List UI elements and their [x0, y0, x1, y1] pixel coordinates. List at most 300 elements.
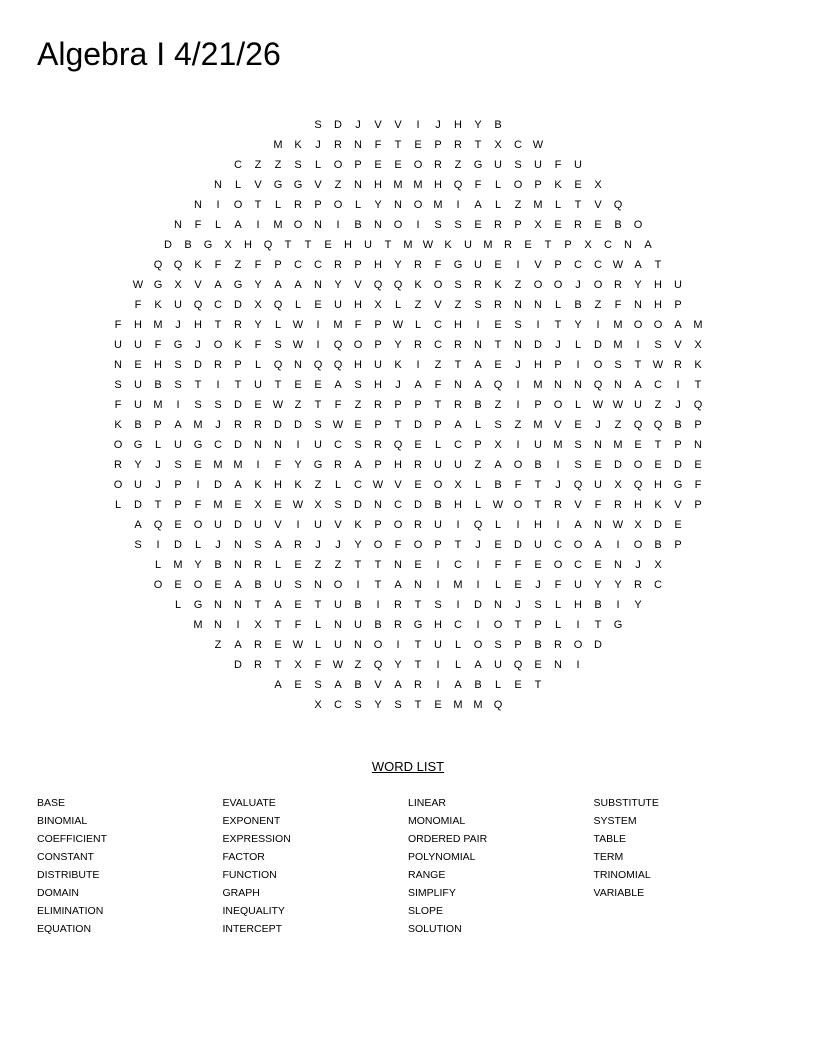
- puzzle-letter: Z: [454, 159, 462, 171]
- puzzle-letter: F: [154, 339, 162, 351]
- puzzle-letter: I: [376, 599, 380, 611]
- puzzle-letter: W: [612, 399, 624, 411]
- puzzle-letter: N: [274, 439, 282, 451]
- puzzle-letter: N: [694, 439, 702, 451]
- puzzle-letter: F: [514, 479, 522, 491]
- puzzle-letter: N: [234, 539, 242, 551]
- puzzle-letter: P: [394, 399, 402, 411]
- puzzle-row: [0, 335, 816, 355]
- puzzle-letter: D: [194, 359, 202, 371]
- puzzle-letter: G: [193, 599, 203, 611]
- puzzle-letter: Q: [693, 399, 703, 411]
- puzzle-letter: L: [334, 479, 342, 491]
- puzzle-letter: Y: [394, 339, 402, 351]
- puzzle-letter: A: [354, 459, 362, 471]
- puzzle-letter: F: [434, 379, 442, 391]
- puzzle-letter: E: [414, 559, 422, 571]
- puzzle-letter: Q: [393, 279, 403, 291]
- puzzle-letter: W: [132, 279, 144, 291]
- puzzle-letter: I: [216, 199, 220, 211]
- puzzle-letter: O: [193, 579, 203, 591]
- puzzle-letter: U: [534, 159, 542, 171]
- puzzle-letter: H: [134, 319, 142, 331]
- puzzle-letter: C: [434, 319, 442, 331]
- puzzle-letter: D: [134, 499, 142, 511]
- puzzle-letter: K: [354, 519, 362, 531]
- puzzle-letter: A: [134, 519, 142, 531]
- puzzle-letter: J: [555, 479, 561, 491]
- puzzle-letter: C: [594, 259, 602, 271]
- puzzle-letter: D: [234, 299, 242, 311]
- puzzle-letter: U: [174, 299, 182, 311]
- word-list-column: [223, 794, 403, 938]
- puzzle-letter: I: [456, 599, 460, 611]
- puzzle-letter: N: [174, 219, 182, 231]
- puzzle-letter: R: [414, 459, 422, 471]
- puzzle-letter: A: [214, 279, 222, 291]
- puzzle-letter: P: [434, 419, 442, 431]
- puzzle-letter: I: [176, 399, 180, 411]
- puzzle-row: [0, 555, 816, 575]
- puzzle-letter: O: [393, 519, 403, 531]
- puzzle-letter: L: [114, 499, 122, 511]
- puzzle-letter: O: [633, 319, 643, 331]
- puzzle-letter: P: [514, 219, 522, 231]
- puzzle-letter: I: [536, 319, 540, 331]
- puzzle-letter: P: [514, 639, 522, 651]
- puzzle-letter: R: [394, 599, 402, 611]
- puzzle-letter: S: [494, 419, 502, 431]
- puzzle-letter: I: [316, 339, 320, 351]
- puzzle-row: [0, 415, 816, 435]
- puzzle-letter: O: [213, 339, 223, 351]
- puzzle-letter: I: [476, 619, 480, 631]
- puzzle-letter: R: [554, 499, 562, 511]
- puzzle-letter: K: [444, 239, 452, 251]
- puzzle-row: [0, 355, 816, 375]
- puzzle-letter: E: [524, 239, 532, 251]
- puzzle-letter: X: [634, 519, 642, 531]
- puzzle-letter: P: [674, 539, 682, 551]
- puzzle-letter: U: [174, 439, 182, 451]
- puzzle-letter: M: [193, 419, 203, 431]
- puzzle-letter: J: [195, 339, 201, 351]
- puzzle-letter: B: [254, 579, 262, 591]
- puzzle-letter: U: [364, 239, 372, 251]
- puzzle-letter: D: [234, 519, 242, 531]
- puzzle-letter: F: [114, 399, 122, 411]
- word-list-item: EQUATION: [37, 923, 92, 935]
- puzzle-letter: R: [414, 259, 422, 271]
- puzzle-letter: I: [456, 199, 460, 211]
- puzzle-letter: F: [494, 559, 502, 571]
- puzzle-letter: A: [234, 479, 242, 491]
- puzzle-row: [0, 435, 816, 455]
- puzzle-letter: M: [413, 179, 423, 191]
- puzzle-letter: L: [454, 639, 462, 651]
- puzzle-row: [0, 135, 816, 155]
- puzzle-letter: P: [434, 139, 442, 151]
- puzzle-letter: N: [214, 179, 222, 191]
- puzzle-letter: E: [514, 579, 522, 591]
- puzzle-letter: O: [633, 539, 643, 551]
- puzzle-letter: U: [214, 519, 222, 531]
- puzzle-letter: E: [514, 679, 522, 691]
- puzzle-letter: O: [433, 279, 443, 291]
- puzzle-letter: E: [434, 699, 442, 711]
- puzzle-letter: R: [254, 419, 262, 431]
- puzzle-letter: A: [174, 419, 182, 431]
- puzzle-letter: X: [174, 279, 182, 291]
- puzzle-letter: I: [436, 559, 440, 571]
- puzzle-letter: S: [314, 119, 322, 131]
- puzzle-letter: L: [294, 299, 302, 311]
- puzzle-letter: L: [554, 599, 562, 611]
- word-list-item: FACTOR: [222, 851, 265, 863]
- puzzle-letter: V: [334, 519, 342, 531]
- puzzle-letter: L: [434, 439, 442, 451]
- puzzle-letter: K: [494, 279, 502, 291]
- puzzle-letter: N: [194, 199, 202, 211]
- word-list-item: POLYNOMIAL: [408, 851, 476, 863]
- puzzle-letter: N: [474, 339, 482, 351]
- word-list-item: TABLE: [593, 833, 626, 845]
- puzzle-letter: M: [153, 399, 163, 411]
- puzzle-letter: E: [214, 579, 222, 591]
- puzzle-letter: P: [414, 399, 422, 411]
- puzzle-letter: N: [314, 579, 322, 591]
- puzzle-letter: I: [356, 579, 360, 591]
- puzzle-letter: S: [434, 599, 442, 611]
- puzzle-letter: I: [516, 399, 520, 411]
- puzzle-letter: B: [474, 399, 482, 411]
- puzzle-letter: I: [576, 619, 580, 631]
- puzzle-letter: Z: [514, 419, 522, 431]
- puzzle-letter: N: [494, 599, 502, 611]
- puzzle-letter: U: [134, 339, 142, 351]
- puzzle-letter: O: [413, 199, 423, 211]
- puzzle-letter: M: [553, 439, 563, 451]
- puzzle-letter: Z: [454, 299, 462, 311]
- puzzle-letter: T: [274, 619, 282, 631]
- puzzle-letter: X: [314, 699, 322, 711]
- puzzle-letter: E: [274, 499, 282, 511]
- puzzle-letter: Z: [254, 159, 262, 171]
- puzzle-letter: I: [616, 539, 620, 551]
- word-list-item: SLOPE: [408, 905, 444, 917]
- word-list-column: [37, 794, 217, 938]
- puzzle-letter: R: [414, 339, 422, 351]
- puzzle-letter: I: [256, 459, 260, 471]
- puzzle-letter: P: [374, 519, 382, 531]
- puzzle-letter: C: [454, 619, 462, 631]
- puzzle-letter: F: [474, 179, 482, 191]
- puzzle-letter: S: [174, 459, 182, 471]
- word-list-item: DISTRIBUTE: [37, 869, 100, 881]
- puzzle-letter: Y: [294, 459, 302, 471]
- puzzle-letter: O: [353, 339, 363, 351]
- puzzle-letter: I: [156, 539, 160, 551]
- puzzle-letter: C: [654, 579, 662, 591]
- puzzle-letter: M: [193, 619, 203, 631]
- puzzle-letter: N: [394, 199, 402, 211]
- puzzle-letter: S: [314, 419, 322, 431]
- puzzle-letter: Q: [513, 659, 523, 671]
- puzzle-letter: C: [234, 159, 242, 171]
- puzzle-letter: L: [274, 319, 282, 331]
- puzzle-letter: U: [494, 159, 502, 171]
- puzzle-letter: L: [554, 199, 562, 211]
- puzzle-letter: L: [314, 619, 322, 631]
- puzzle-letter: I: [476, 559, 480, 571]
- puzzle-letter: T: [454, 359, 462, 371]
- puzzle-letter: P: [554, 259, 562, 271]
- puzzle-letter: R: [474, 279, 482, 291]
- puzzle-letter: O: [153, 579, 163, 591]
- puzzle-letter: O: [113, 479, 123, 491]
- puzzle-letter: V: [574, 499, 582, 511]
- word-list: [37, 794, 781, 944]
- puzzle-letter: B: [494, 119, 502, 131]
- puzzle-row: [0, 315, 816, 335]
- puzzle-letter: A: [454, 679, 462, 691]
- puzzle-letter: H: [654, 299, 662, 311]
- puzzle-letter: T: [414, 599, 422, 611]
- puzzle-letter: Q: [493, 379, 503, 391]
- puzzle-letter: O: [513, 459, 523, 471]
- puzzle-letter: Y: [614, 579, 622, 591]
- puzzle-letter: Q: [333, 339, 343, 351]
- puzzle-letter: A: [414, 379, 422, 391]
- puzzle-letter: C: [434, 339, 442, 351]
- puzzle-letter: F: [194, 219, 202, 231]
- puzzle-letter: Q: [373, 659, 383, 671]
- puzzle-letter: Q: [633, 419, 643, 431]
- puzzle-letter: E: [494, 259, 502, 271]
- puzzle-letter: S: [254, 539, 262, 551]
- puzzle-letter: Z: [234, 259, 242, 271]
- puzzle-letter: Y: [634, 279, 642, 291]
- puzzle-letter: A: [274, 599, 282, 611]
- puzzle-letter: I: [516, 259, 520, 271]
- puzzle-letter: E: [694, 459, 702, 471]
- puzzle-letter: Z: [334, 559, 342, 571]
- puzzle-letter: P: [374, 339, 382, 351]
- puzzle-letter: P: [314, 199, 322, 211]
- puzzle-letter: G: [273, 179, 283, 191]
- puzzle-row: [0, 235, 816, 255]
- puzzle-letter: M: [403, 239, 413, 251]
- puzzle-letter: Y: [574, 319, 582, 331]
- puzzle-letter: D: [594, 639, 602, 651]
- puzzle-letter: F: [314, 659, 322, 671]
- puzzle-letter: A: [474, 659, 482, 671]
- puzzle-letter: W: [292, 639, 304, 651]
- puzzle-letter: S: [574, 459, 582, 471]
- puzzle-letter: R: [294, 539, 302, 551]
- puzzle-letter: E: [294, 559, 302, 571]
- puzzle-letter: R: [374, 399, 382, 411]
- word-list-item: MONOMIAL: [408, 815, 466, 827]
- puzzle-letter: O: [473, 639, 483, 651]
- puzzle-letter: Q: [453, 179, 463, 191]
- puzzle-letter: T: [414, 659, 422, 671]
- puzzle-letter: H: [454, 319, 462, 331]
- puzzle-letter: T: [494, 339, 502, 351]
- word-list-item: CONSTANT: [37, 851, 94, 863]
- word-list-column: [594, 794, 774, 902]
- puzzle-letter: T: [254, 199, 262, 211]
- puzzle-letter: P: [534, 399, 542, 411]
- puzzle-letter: T: [654, 439, 662, 451]
- puzzle-letter: A: [234, 639, 242, 651]
- puzzle-letter: D: [514, 539, 522, 551]
- puzzle-letter: J: [175, 319, 181, 331]
- puzzle-letter: X: [224, 239, 232, 251]
- puzzle-letter: S: [174, 359, 182, 371]
- puzzle-letter: Z: [654, 399, 662, 411]
- puzzle-letter: M: [393, 179, 403, 191]
- puzzle-letter: U: [674, 279, 682, 291]
- puzzle-letter: P: [474, 439, 482, 451]
- puzzle-letter: U: [254, 379, 262, 391]
- puzzle-letter: H: [354, 299, 362, 311]
- puzzle-letter: V: [394, 479, 402, 491]
- puzzle-letter: O: [533, 279, 543, 291]
- puzzle-letter: K: [194, 259, 202, 271]
- puzzle-letter: I: [216, 379, 220, 391]
- puzzle-letter: F: [614, 299, 622, 311]
- puzzle-letter: E: [574, 419, 582, 431]
- puzzle-letter: V: [254, 179, 262, 191]
- puzzle-letter: M: [173, 559, 183, 571]
- puzzle-letter: X: [454, 479, 462, 491]
- puzzle-letter: Q: [473, 519, 483, 531]
- puzzle-letter: T: [394, 139, 402, 151]
- puzzle-letter: I: [416, 119, 420, 131]
- puzzle-letter: J: [355, 119, 361, 131]
- puzzle-letter: R: [334, 139, 342, 151]
- puzzle-letter: N: [234, 559, 242, 571]
- puzzle-letter: Y: [254, 319, 262, 331]
- puzzle-letter: U: [314, 439, 322, 451]
- puzzle-letter: V: [374, 119, 382, 131]
- puzzle-letter: A: [394, 679, 402, 691]
- puzzle-letter: N: [234, 599, 242, 611]
- puzzle-letter: R: [504, 239, 512, 251]
- puzzle-letter: J: [315, 139, 321, 151]
- puzzle-letter: L: [454, 659, 462, 671]
- puzzle-letter: K: [154, 299, 162, 311]
- puzzle-letter: W: [652, 359, 664, 371]
- puzzle-letter: M: [433, 199, 443, 211]
- puzzle-row: [0, 395, 816, 415]
- puzzle-letter: Y: [194, 559, 202, 571]
- puzzle-letter: U: [454, 459, 462, 471]
- puzzle-letter: T: [574, 199, 582, 211]
- word-list-item: RANGE: [408, 869, 446, 881]
- puzzle-letter: S: [514, 159, 522, 171]
- puzzle-letter: R: [454, 339, 462, 351]
- puzzle-letter: P: [694, 499, 702, 511]
- puzzle-letter: M: [613, 339, 623, 351]
- puzzle-letter: N: [214, 599, 222, 611]
- puzzle-letter: H: [374, 179, 382, 191]
- puzzle-letter: O: [193, 519, 203, 531]
- puzzle-letter: Y: [374, 199, 382, 211]
- puzzle-letter: Z: [334, 179, 342, 191]
- puzzle-letter: L: [154, 439, 162, 451]
- puzzle-letter: V: [194, 279, 202, 291]
- puzzle-letter: M: [483, 239, 493, 251]
- puzzle-letter: A: [474, 199, 482, 211]
- puzzle-letter: N: [514, 299, 522, 311]
- puzzle-letter: P: [374, 319, 382, 331]
- puzzle-letter: O: [653, 319, 663, 331]
- puzzle-letter: I: [296, 439, 300, 451]
- puzzle-letter: P: [434, 539, 442, 551]
- puzzle-letter: Q: [263, 239, 273, 251]
- puzzle-letter: P: [354, 259, 362, 271]
- puzzle-letter: S: [454, 279, 462, 291]
- puzzle-letter: K: [414, 279, 422, 291]
- puzzle-letter: I: [556, 519, 560, 531]
- puzzle-letter: L: [174, 599, 182, 611]
- puzzle-letter: P: [374, 459, 382, 471]
- puzzle-letter: D: [614, 459, 622, 471]
- puzzle-letter: W: [612, 259, 624, 271]
- puzzle-letter: D: [274, 419, 282, 431]
- puzzle-letter: B: [494, 479, 502, 491]
- puzzle-letter: W: [272, 399, 284, 411]
- puzzle-letter: D: [174, 539, 182, 551]
- puzzle-row: [0, 535, 816, 555]
- puzzle-letter: N: [374, 499, 382, 511]
- puzzle-letter: M: [273, 139, 283, 151]
- puzzle-letter: L: [574, 339, 582, 351]
- puzzle-letter: E: [174, 519, 182, 531]
- puzzle-letter: Z: [614, 419, 622, 431]
- puzzle-letter: V: [434, 299, 442, 311]
- word-list-item: SOLUTION: [408, 923, 462, 935]
- puzzle-letter: I: [516, 439, 520, 451]
- puzzle-letter: Q: [593, 379, 603, 391]
- word-list-item: EVALUATE: [222, 797, 276, 809]
- puzzle-letter: E: [534, 659, 542, 671]
- puzzle-letter: L: [494, 519, 502, 531]
- puzzle-letter: I: [576, 359, 580, 371]
- puzzle-letter: H: [574, 599, 582, 611]
- puzzle-letter: B: [434, 499, 442, 511]
- puzzle-letter: O: [333, 199, 343, 211]
- puzzle-letter: M: [153, 319, 163, 331]
- puzzle-letter: P: [564, 239, 572, 251]
- puzzle-letter: I: [636, 339, 640, 351]
- puzzle-letter: L: [494, 199, 502, 211]
- puzzle-letter: O: [373, 639, 383, 651]
- puzzle-letter: O: [593, 359, 603, 371]
- puzzle-letter: I: [676, 379, 680, 391]
- puzzle-letter: G: [193, 439, 203, 451]
- puzzle-letter: S: [114, 379, 122, 391]
- puzzle-letter: F: [134, 299, 142, 311]
- puzzle-letter: E: [594, 559, 602, 571]
- puzzle-letter: F: [214, 259, 222, 271]
- puzzle-letter: E: [494, 319, 502, 331]
- puzzle-letter: A: [234, 219, 242, 231]
- puzzle-letter: H: [374, 379, 382, 391]
- puzzle-letter: F: [294, 619, 302, 631]
